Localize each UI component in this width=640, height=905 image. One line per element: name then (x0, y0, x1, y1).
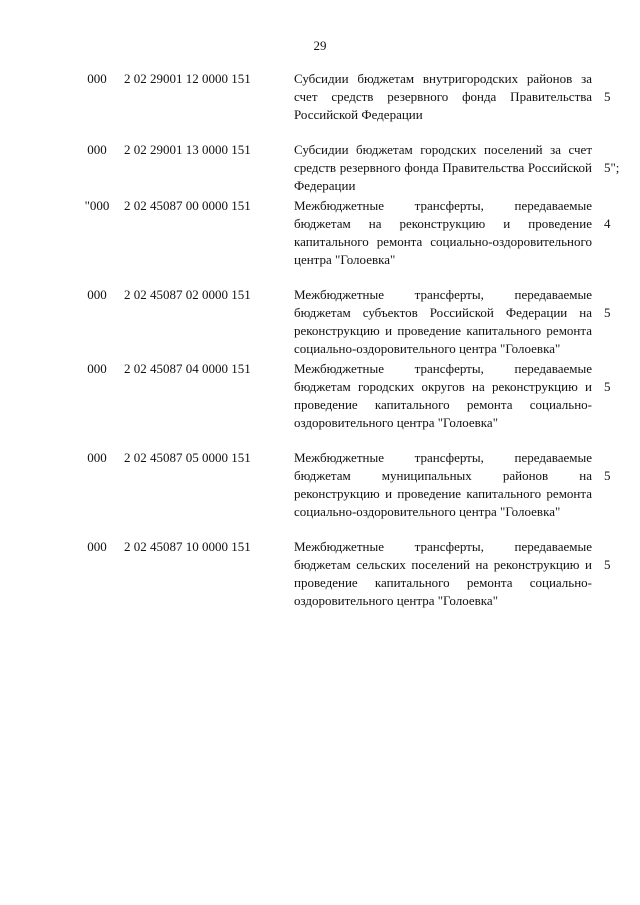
description-cell: Субсидии бюджетам городских поселений за счет средств резервного фонда Правительства Российской Федерации (294, 142, 592, 193)
budget-code-cell: 2 02 45087 10 0000 151 (124, 539, 251, 554)
table-row (78, 141, 623, 197)
budget-code-cell: 2 02 45087 04 0000 151 (124, 361, 251, 376)
table-row (78, 449, 623, 538)
admin-code-cell: 000 (87, 361, 107, 376)
table-row (78, 197, 623, 286)
description-cell: Межбюджетные трансферты, передаваемые бюджетам сельских поселений на реконструкцию и проведение капитального ремонта социально-оздоровительного центра "Голоевка" (294, 539, 592, 608)
amount-cell (604, 286, 623, 360)
description-cell: Межбюджетные трансферты, передаваемые бюджетам субъектов Российской Федерации на реконструкцию и проведение капитального ремонта социально-оздоровительного центра "Голоевка" (294, 287, 592, 356)
budget-codes-table (78, 70, 623, 610)
description-cell: Межбюджетные трансферты, передаваемые бюджетам муниципальных районов на реконструкцию и проведение капитального ремонта социально-оздоровительного центра "Голоевка" (294, 450, 592, 519)
amount-cell (604, 141, 623, 197)
budget-code-cell: 2 02 29001 12 0000 151 (124, 71, 251, 86)
table-row (78, 360, 623, 449)
admin-code-cell: 000 (87, 142, 107, 157)
amount-cell (604, 360, 623, 449)
admin-code-cell: 000 (87, 71, 107, 86)
amount-cell (604, 197, 623, 286)
amount-value: 5 (604, 305, 611, 320)
amount-cell (604, 449, 623, 538)
admin-code-cell: 000 (87, 287, 107, 302)
budget-code-cell: 2 02 45087 00 0000 151 (124, 198, 251, 213)
admin-code-cell: "000 (84, 198, 110, 213)
amount-value: 5 (604, 468, 611, 483)
table-row (78, 70, 623, 141)
amount-value: 5 (604, 557, 611, 572)
admin-code-cell: 000 (87, 450, 107, 465)
description-cell: Межбюджетные трансферты, передаваемые бюджетам городских округов на реконструкцию и проведение капитального ремонта социально-оздоровительного центра "Голоевка" (294, 361, 592, 430)
description-cell: Субсидии бюджетам внутригородских районов за счет средств резервного фонда Правительства Российской Федерации (294, 71, 592, 122)
budget-code-cell: 2 02 45087 02 0000 151 (124, 287, 251, 302)
table-row (78, 538, 623, 610)
table-row (78, 286, 623, 360)
amount-value: 4 (604, 216, 611, 231)
amount-value: 5"; (604, 160, 620, 175)
budget-code-cell: 2 02 45087 05 0000 151 (124, 450, 251, 465)
amount-value: 5 (604, 89, 611, 104)
admin-code-cell: 000 (87, 539, 107, 554)
amount-cell (604, 538, 623, 610)
budget-code-cell: 2 02 29001 13 0000 151 (124, 142, 251, 157)
description-cell: Межбюджетные трансферты, передаваемые бюджетам на реконструкцию и проведение капитального ремонта социально-оздоровительного центра "Голоевка" (294, 198, 592, 267)
page-number: 29 (313, 38, 327, 53)
amount-value: 5 (604, 379, 611, 394)
amount-cell (604, 70, 623, 141)
